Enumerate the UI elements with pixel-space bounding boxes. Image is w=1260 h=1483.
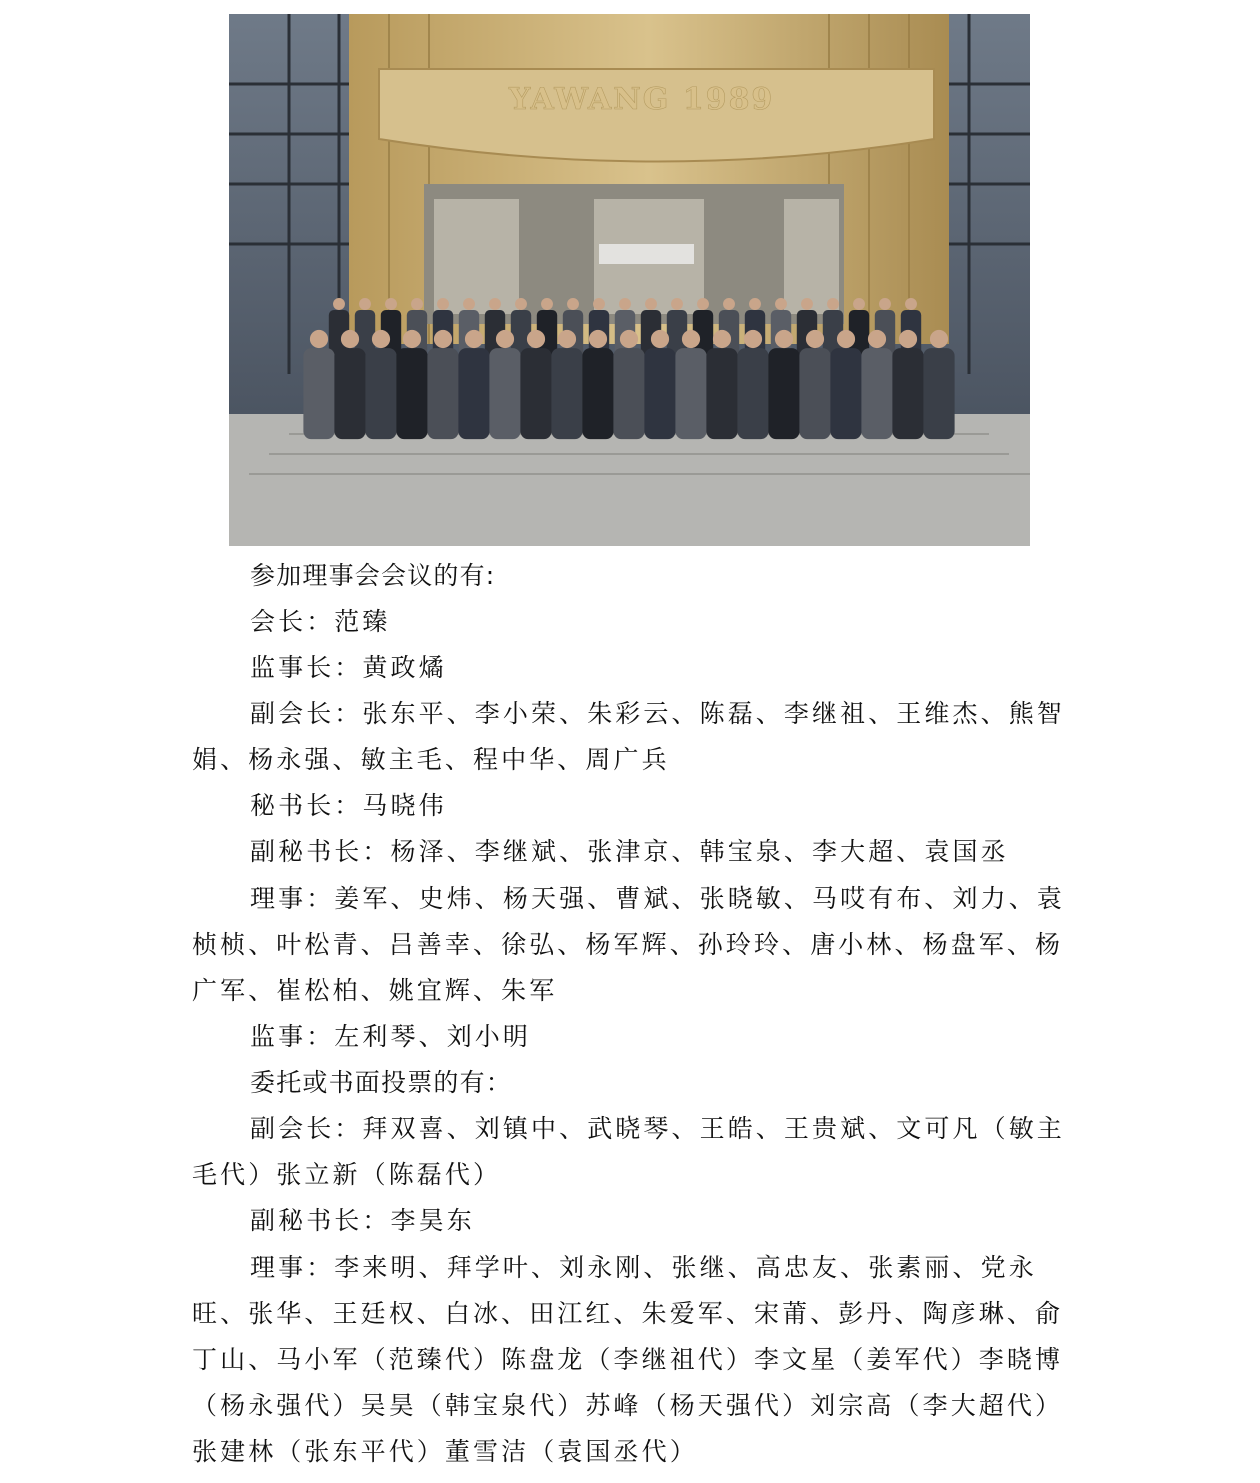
directors-paragraph: 理事：姜军、史炜、杨天强、曹斌、张晓敏、马哎有布、刘力、袁桢桢、叶松青、吕善幸、徐弘、杨军辉、孙玲玲、唐小林、杨盘军、杨广军、崔松柏、姚宜辉、朱军 (192, 884, 1065, 1005)
building-entrance-photo-icon (229, 14, 1030, 546)
deputy-secretaries-line: 副秘书长：杨泽、李继斌、张津京、韩宝泉、李大超、袁国丞 (250, 837, 1009, 866)
proxy-heading: 委托或书面投票的有： (250, 1068, 513, 1097)
secretary-general-line: 秘书长：马晓伟 (250, 791, 447, 820)
supervisor-chief-line: 监事长：黄政燏 (250, 653, 447, 682)
attendees-heading: 参加理事会会议的有: (250, 561, 496, 590)
president-line: 会长：范臻 (250, 607, 391, 636)
proxy-vice-presidents-paragraph: 副会长：拜双喜、刘镇中、武晓琴、王皓、王贵斌、文可凡（敏主毛代）张立新（陈磊代） (192, 1114, 1065, 1189)
proxy-deputy-secretaries-line: 副秘书长：李昊东 (250, 1206, 475, 1235)
group-photo (229, 14, 1030, 546)
svg-text:YAWANG 1989: YAWANG 1989 (509, 82, 775, 117)
vice-presidents-paragraph: 副会长：张东平、李小荣、朱彩云、陈磊、李继祖、王维杰、熊智娟、杨永强、敏主毛、程中华、周广兵 (192, 699, 1065, 774)
supervisors-line: 监事：左利琴、刘小明 (250, 1022, 532, 1051)
proxy-directors-paragraph: 理事：李来明、拜学叶、刘永刚、张继、高忠友、张素丽、党永旺、张华、王廷权、白冰、田江红、朱爱军、宋莆、彭丹、陶彦琳、俞丁山、马小军（范臻代）陈盘龙（李继祖代）李文星（姜军代）李晓博（杨永强代）吴昊（韩宝泉代）苏峰（杨天强代）刘宗高（李大超代）张建林（张东平代）董雪洁（袁国丞代） (192, 1253, 1064, 1466)
